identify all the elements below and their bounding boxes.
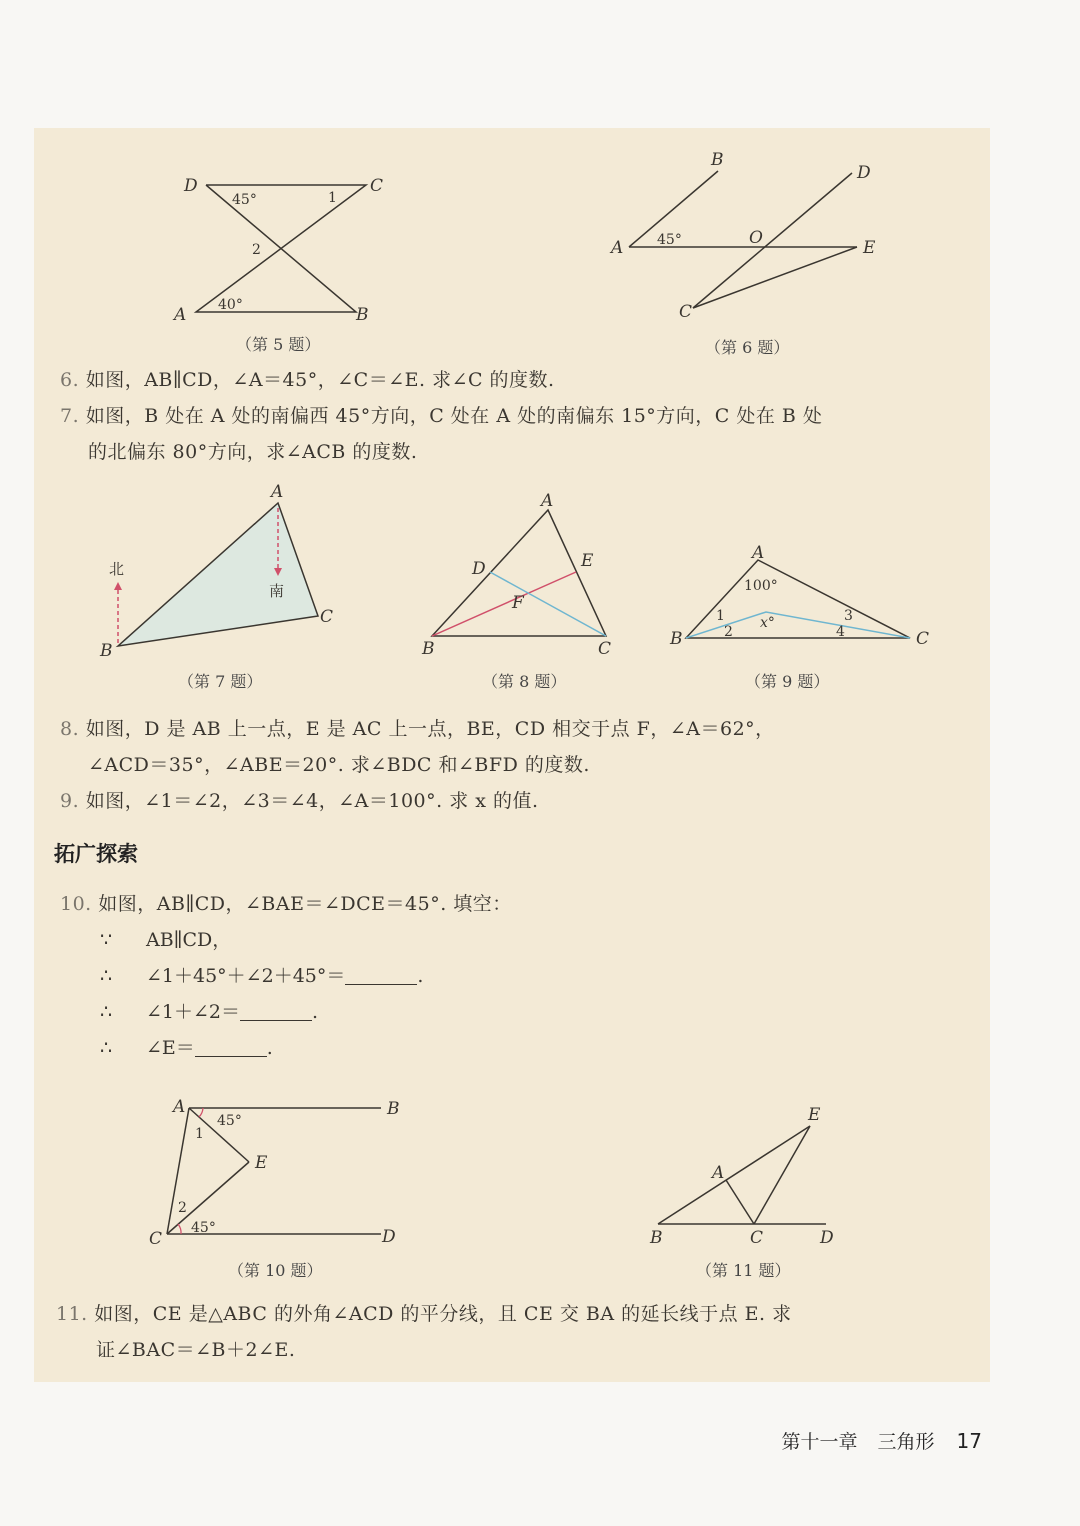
- q10-step-1: [100, 922, 231, 958]
- fig11-label-B: B: [650, 1228, 663, 1248]
- q6-number: 6.: [60, 369, 80, 391]
- question-11: [56, 1296, 792, 1332]
- therefore-symbol: ∴: [100, 1037, 113, 1059]
- figure-6: [605, 145, 895, 325]
- fig5-angle-45: 45°: [232, 192, 257, 208]
- fig5-angle-2: 2: [252, 242, 261, 258]
- fig11-label-A: A: [712, 1163, 725, 1183]
- fig5-angle-1: 1: [328, 190, 337, 206]
- fig6-label-A: A: [611, 238, 624, 258]
- fig5-label-A: A: [174, 305, 187, 325]
- q7-text-line1: 如图，B 处在 A 处的南偏西 45°方向，C 处在 A 处的南偏东 15°方向，C 处在 B 处: [85, 405, 823, 427]
- page-number: 17: [956, 1429, 982, 1453]
- fig9-angle-1: 1: [716, 608, 725, 624]
- q10-step1-text: AB∥CD，: [146, 929, 232, 951]
- fig8-label-A: A: [541, 491, 554, 511]
- fig9-angle-100: 100°: [744, 578, 778, 594]
- q9-text: 如图，∠1＝∠2，∠3＝∠4，∠A＝100°. 求 x 的值.: [85, 790, 539, 812]
- fig8-label-B: B: [422, 639, 435, 659]
- figure-11: [640, 1100, 840, 1250]
- fig8-caption: （第 8 题）: [482, 672, 567, 691]
- fig6-label-E: E: [863, 238, 876, 258]
- fig7-label-north: 北: [109, 560, 125, 578]
- q10-answer-blank-3[interactable]: [195, 1034, 267, 1057]
- section-title: 拓广探索: [54, 842, 138, 866]
- fig8-triangle: [432, 510, 606, 636]
- fig6-label-B: B: [711, 150, 724, 170]
- fig10-label-B: B: [387, 1099, 400, 1119]
- q7-text-line2: 的北偏东 80°方向，求∠ACB 的度数.: [88, 441, 418, 463]
- fig7-label-C: C: [320, 607, 334, 627]
- fig11-label-D: D: [820, 1228, 834, 1248]
- fig6-label-O: O: [749, 228, 763, 248]
- q10-step3-text: ∠1＋∠2＝: [146, 1001, 241, 1023]
- fig10-label-D: D: [382, 1227, 396, 1247]
- therefore-symbol: ∴: [100, 1001, 113, 1023]
- fig11-caption: （第 11 题）: [696, 1261, 791, 1280]
- fig9-angle-2: 2: [724, 624, 733, 640]
- question-7: [60, 398, 822, 434]
- footer-chapter: 第十一章: [781, 1431, 858, 1453]
- fig8-label-C: C: [598, 639, 612, 659]
- fig9-label-C: C: [916, 629, 930, 649]
- q8-number: 8.: [60, 718, 80, 740]
- fig10-angle-45-bottom: 45°: [191, 1220, 216, 1236]
- fig7-label-B: B: [100, 641, 113, 661]
- page-footer: [782, 1427, 982, 1454]
- fig9-caption: （第 9 题）: [745, 672, 830, 691]
- question-6: [60, 362, 555, 398]
- question-9: [60, 783, 539, 819]
- q7-number: 7.: [60, 405, 80, 427]
- fig9-angle-4: 4: [836, 624, 845, 640]
- fig9-label-A: A: [752, 543, 765, 563]
- fig5-lines: [196, 185, 366, 312]
- fig8-label-D: D: [472, 559, 486, 579]
- q11-text-line1: 如图，CE 是△ABC 的外角∠ACD 的平分线，且 CE 交 BA 的延长线于点 E. 求: [94, 1303, 792, 1325]
- figure-8: [414, 488, 624, 663]
- fig9-label-B: B: [670, 629, 683, 649]
- q8-text-line2: ∠ACD＝35°，∠ABE＝20°. 求∠BDC 和∠BFD 的度数.: [88, 754, 590, 776]
- question-8: [60, 711, 775, 747]
- q10-step-4: ∴ ∠E＝ .: [100, 1030, 273, 1066]
- fig7-caption: （第 7 题）: [178, 672, 263, 691]
- fig6-label-C: C: [679, 302, 693, 322]
- figure-10: [145, 1090, 415, 1255]
- fig10-angle-45-top: 45°: [217, 1113, 242, 1129]
- fig8-label-F: F: [512, 593, 524, 613]
- fig6-label-D: D: [857, 163, 871, 183]
- q10-step4-text: ∠E＝: [146, 1037, 195, 1059]
- fig7-label-A: A: [271, 482, 284, 502]
- q10-step2-text: ∠1＋45°＋∠2＋45°＝: [146, 965, 346, 987]
- q9-number: 9.: [60, 790, 80, 812]
- figure-9: [666, 540, 936, 655]
- question-10: [60, 886, 512, 922]
- fig7-triangle: [118, 503, 318, 646]
- q10-step-2: ∴ ∠1＋45°＋∠2＋45°＝ .: [100, 958, 423, 994]
- question-7-line2: [88, 434, 417, 470]
- fig10-angle-1: 1: [195, 1126, 204, 1142]
- figure-7: [98, 478, 348, 668]
- fig6-angle-45: 45°: [657, 232, 682, 248]
- figure-5: [160, 165, 400, 330]
- fig5-angle-40: 40°: [218, 297, 243, 313]
- fig8-label-E: E: [581, 551, 594, 571]
- fig10-angle-2: 2: [178, 1200, 187, 1216]
- question-11-line2: [96, 1332, 295, 1368]
- fig11-label-C: C: [750, 1228, 764, 1248]
- because-symbol: ∵: [100, 929, 113, 951]
- fig6-caption: （第 6 题）: [705, 338, 790, 357]
- q11-number: 11.: [56, 1303, 88, 1325]
- q10-answer-blank-2[interactable]: [240, 998, 312, 1021]
- therefore-symbol: ∴: [100, 965, 113, 987]
- fig10-caption: （第 10 题）: [228, 1261, 323, 1280]
- question-8-line2: [88, 747, 590, 783]
- q8-text-line1: 如图，D 是 AB 上一点，E 是 AC 上一点，BE，CD 相交于点 F，∠A＝62°，: [85, 718, 775, 740]
- fig11-label-E: E: [808, 1105, 821, 1125]
- fig9-angle-x: x°: [760, 615, 775, 631]
- fig10-label-A: A: [173, 1097, 186, 1117]
- fig5-label-B: B: [356, 305, 369, 325]
- q10-number: 10.: [60, 893, 92, 915]
- footer-title: 三角形: [877, 1431, 935, 1453]
- q11-text-line2: 证∠BAC＝∠B＋2∠E.: [96, 1339, 296, 1361]
- fig9-angle-3: 3: [844, 608, 853, 624]
- fig5-label-D: D: [184, 176, 198, 196]
- fig5-caption: （第 5 题）: [236, 335, 321, 354]
- fig7-label-south: 南: [269, 582, 285, 600]
- fig10-label-E: E: [255, 1153, 268, 1173]
- q10-step-3: ∴ ∠1＋∠2＝ .: [100, 994, 318, 1030]
- q6-text: 如图，AB∥CD，∠A＝45°，∠C＝∠E. 求∠C 的度数.: [85, 369, 555, 391]
- fig10-label-C: C: [149, 1229, 163, 1249]
- q10-text: 如图，AB∥CD，∠BAE＝∠DCE＝45°. 填空：: [98, 893, 512, 915]
- fig5-label-C: C: [370, 176, 384, 196]
- q10-answer-blank-1[interactable]: [345, 962, 417, 985]
